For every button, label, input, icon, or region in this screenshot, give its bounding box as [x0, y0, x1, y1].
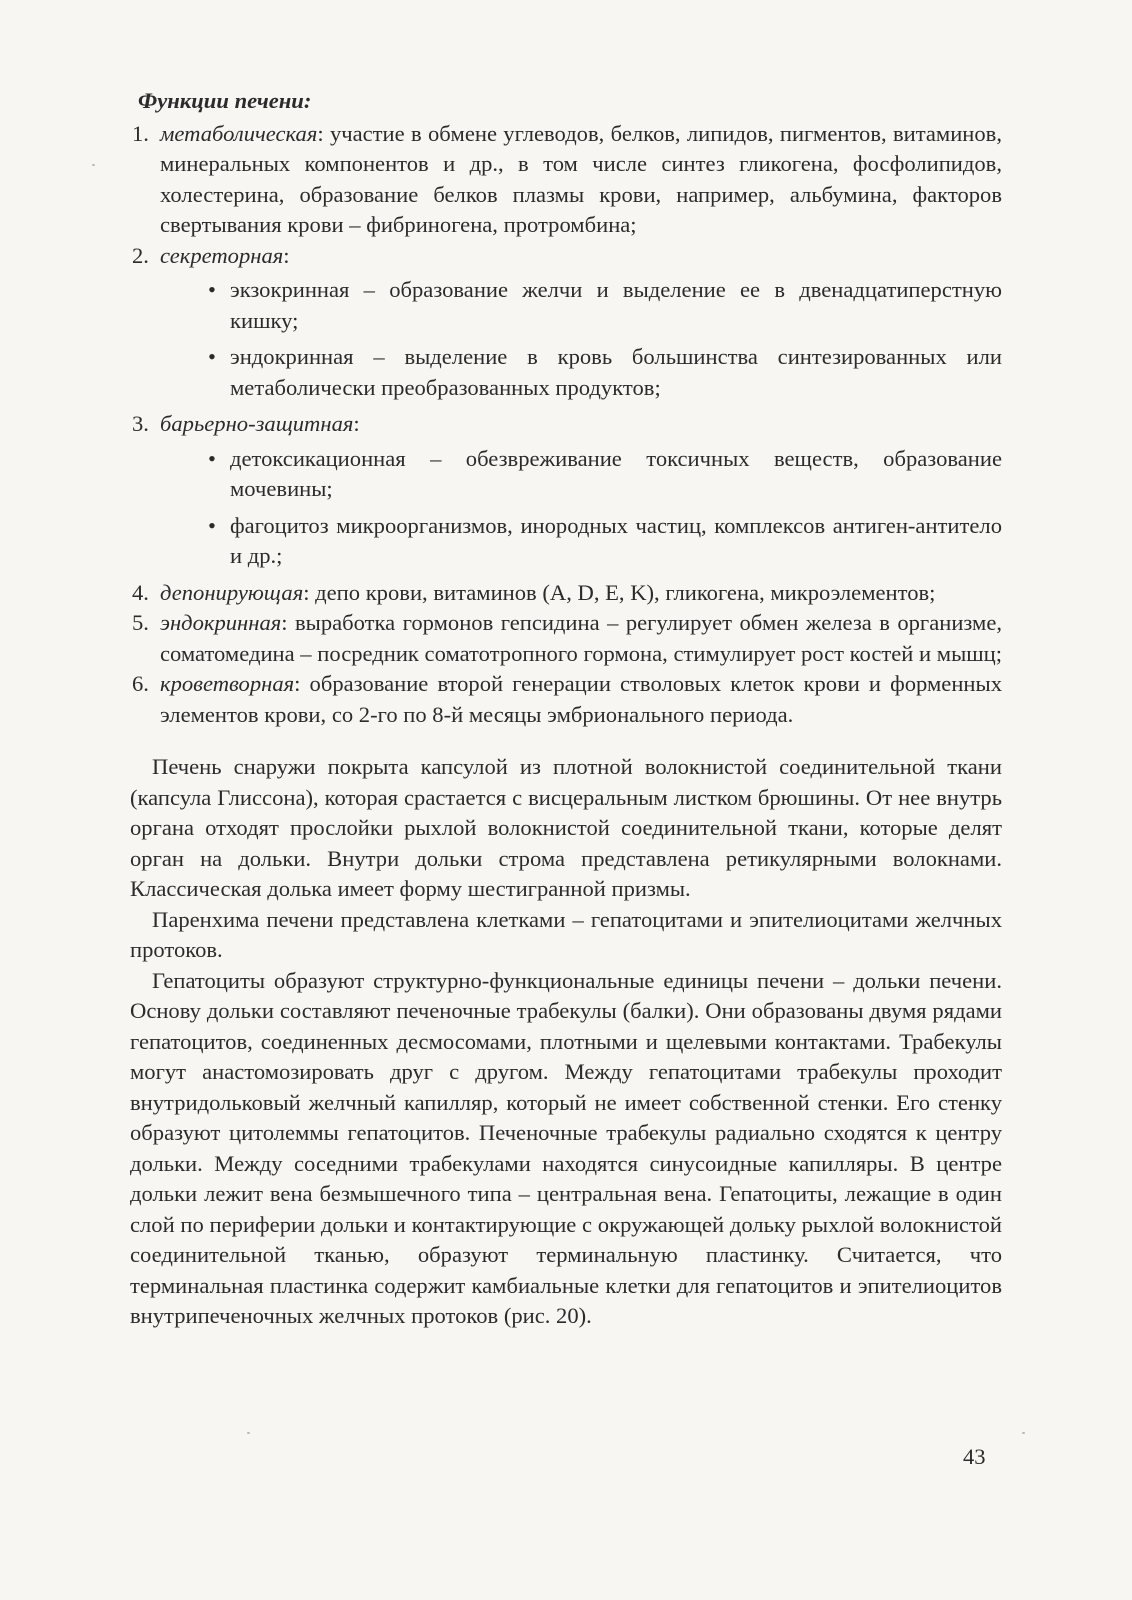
- bullet-icon: •: [208, 344, 216, 369]
- item-number: 2.: [132, 242, 149, 268]
- item-number: 3.: [132, 411, 149, 436]
- item-number: 5.: [132, 610, 149, 635]
- function-text: : депо крови, витаминов (A, D, E, K), гликогена, микроэлементов;: [303, 579, 936, 605]
- scan-speck: [247, 1432, 250, 1434]
- body-paragraph: Паренхима печени представлена клетками – гепатоцитами и эпителиоцитами желчных протоков.: [130, 906, 1002, 962]
- section-heading: Функции печени:: [138, 88, 312, 113]
- function-item: [130, 241, 1002, 404]
- bullet-icon: •: [208, 512, 216, 538]
- sub-item-text: экзокринная – образование желчи и выделение ее в двенадцатиперстную кишку;: [230, 277, 1002, 333]
- function-term: секреторная: [160, 242, 284, 268]
- function-text: : образование второй генерации стволовых клеток крови и форменных элементов крови, со 2-го по 8-й месяцы эмбрионального периода.: [160, 671, 1002, 727]
- function-term: кроветворная: [160, 671, 295, 696]
- page-content: [130, 86, 1002, 1332]
- function-term: метаболическая: [160, 120, 318, 146]
- item-number: 1.: [132, 120, 149, 146]
- body-paragraph: Печень снаружи покрыта капсулой из плотной волокнистой соединительной ткани (капсула Глиссона), которая срастается с висцеральным листком брюшины. От нее внутрь органа отходят прослойки рыхлой волокнистой соединительной ткани, которые делят орган на дольки. Внутри дольки строма представлена ретикулярными волокнами. Классическая долька имеет форму шестигранной призмы.: [130, 754, 1002, 901]
- bullet-icon: •: [208, 445, 216, 471]
- function-text: :: [353, 411, 360, 436]
- function-text: : участие в обмене углеводов, белков, липидов, пигментов, витаминов, минеральных компонентов и др., в том числе синтез гликогена, фосфолипидов, холестерина, образование белков плазмы крови, например, альбумина, факторов свертывания крови – фибриногена, протромбина;: [160, 120, 1002, 237]
- function-text: :: [283, 242, 290, 268]
- sub-item: [208, 444, 1002, 505]
- function-item: [130, 669, 1002, 730]
- sub-item: [208, 342, 1002, 403]
- functions-list: [130, 119, 1002, 731]
- function-item: [130, 608, 1002, 669]
- sub-item-text: эндокринная – выделение в кровь большинства синтезированных или метаболически преобразованных продуктов;: [230, 344, 1002, 400]
- function-text: : выработка гормонов гепсидина – регулирует обмен железа в организме, соматомедина – посредник соматотропного гормона, стимулирует рост костей и мышц;: [160, 610, 1003, 666]
- body-paragraph: Гепатоциты образуют структурно-функциональные единицы печени – дольки печени. Основу дольки составляют печеночные трабекулы (балки). Они образованы двумя рядами гепатоцитов, соединенных десмосомами, плотными и щелевыми контактами. Трабекулы могут анастомозировать друг с другом. Между гепатоцитами трабекулы проходит внутридольковый желчный капилляр, который не имеет собственной стенки. Его стенку образуют цитолеммы гепатоцитов. Печеночные трабекулы радиально сходятся к центру дольки. Между соседними трабекулами находятся синусоидные капилляры. В центре дольки лежит вена безмышечного типа – центральная вена. Гепатоциты, лежащие в один слой по периферии дольки и контактирующие с окружающей дольку рыхлой волокнистой соединительной тканью, образуют терминальную пластинку. Считается, что терминальная пластинка содержит камбиальные клетки для гепатоцитов и эпителиоцитов внутрипеченочных желчных протоков (рис. 20).: [130, 967, 1002, 1328]
- item-number: 4.: [132, 579, 149, 605]
- sub-item-text: фагоцитоз микроорганизмов, инородных частиц, комплексов антиген-антитело и др.;: [230, 512, 1002, 568]
- function-item: [130, 578, 1002, 609]
- function-item: [130, 409, 1002, 572]
- sub-list: [160, 275, 1002, 403]
- bullet-icon: •: [208, 277, 216, 302]
- item-number: 6.: [132, 671, 149, 696]
- page-number: 43: [963, 1444, 986, 1469]
- function-item: [130, 119, 1002, 241]
- sub-item: [208, 275, 1002, 336]
- function-term: депонирующая: [160, 579, 304, 605]
- scan-speck: [92, 164, 95, 166]
- sub-item: [208, 511, 1002, 572]
- function-term: эндокринная: [160, 610, 282, 635]
- sub-list: [160, 444, 1002, 572]
- sub-item-text: детоксикационная – обезвреживание токсичных веществ, образование мочевины;: [230, 445, 1002, 501]
- function-term: барьерно-защитная: [160, 411, 354, 436]
- scan-speck: [1022, 1432, 1025, 1434]
